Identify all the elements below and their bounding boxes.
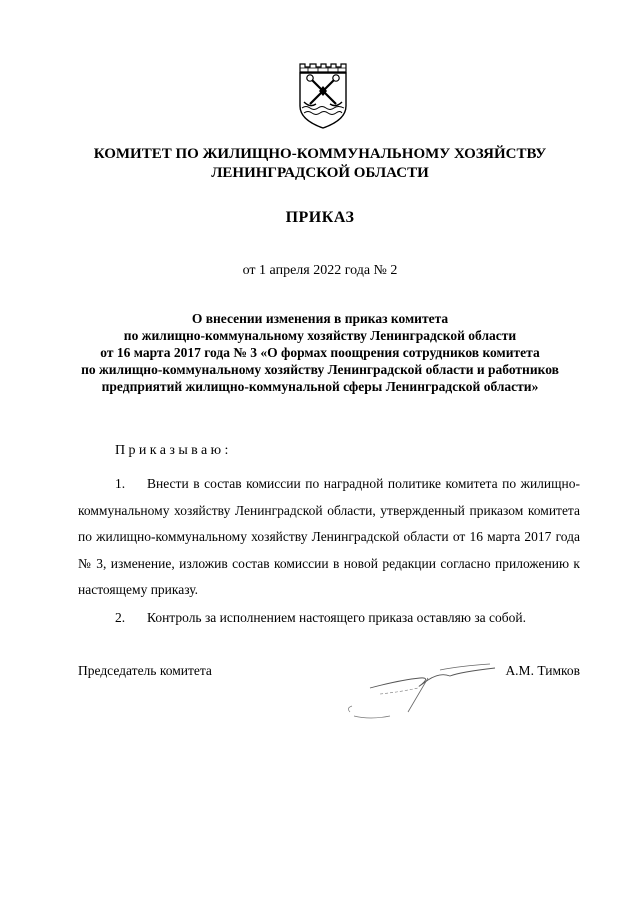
- committee-line-1: КОМИТЕТ ПО ЖИЛИЩНО-КОММУНАЛЬНОМУ ХОЗЯЙСТВУ: [93, 146, 547, 162]
- order-item: [78, 605, 580, 632]
- item-text: Контроль за исполнением настоящего приказа оставляю за собой.: [147, 610, 526, 625]
- subject-line: по жилищно-коммунальному хозяйству Ленинградской области: [123, 328, 517, 343]
- signatory-position: Председатель комитета: [78, 663, 212, 678]
- committee-line-2: ЛЕНИНГРАДСКОЙ ОБЛАСТИ: [211, 165, 429, 181]
- subject-line: предприятий жилищно-коммунальной сферы Ленинградской области»: [101, 379, 539, 394]
- subject-line: по жилищно-коммунальному хозяйству Ленинградской области и работников: [81, 362, 559, 377]
- order-date: от 1 апреля 2022 года № 2: [242, 263, 398, 278]
- order-word: Приказываю:: [115, 443, 232, 458]
- committee-name: [0, 145, 640, 183]
- subject-line: от 16 марта 2017 года № 3 «О формах поощрения сотрудников комитета: [100, 345, 540, 360]
- item-number: 2.: [115, 610, 126, 625]
- signature-icon: [310, 650, 510, 730]
- order-title: ПРИКАЗ: [285, 209, 355, 226]
- subject-line: О внесении изменения в приказ комитета: [191, 311, 449, 326]
- coat-of-arms-icon: [296, 58, 350, 130]
- item-number: 1.: [115, 476, 126, 491]
- order-subject: [60, 310, 580, 395]
- item-text: Внести в состав комиссии по наградной политике комитета по жилищно-коммунальному хозяйству Ленинградской области, утвержденный приказом комитета по жилищно-коммунальному хозяйству Ленинградской области от 16 марта 2017 года № 3, изменение, изложив состав комиссии в новой редакции согласно приложению к настоящему приказу.: [78, 476, 580, 597]
- order-item: [78, 471, 580, 604]
- signatory-name: А.М. Тимков: [505, 663, 580, 678]
